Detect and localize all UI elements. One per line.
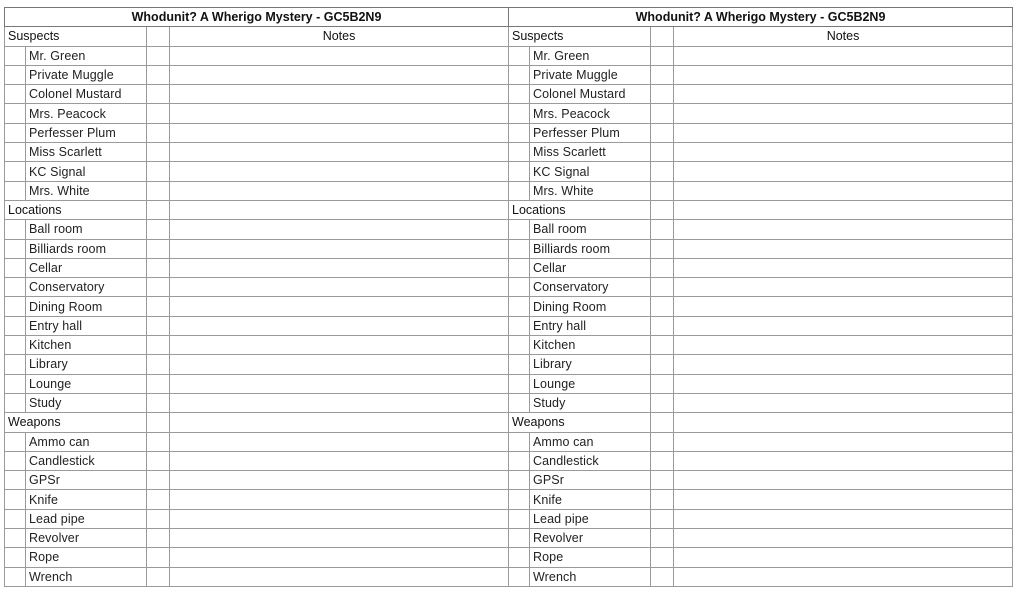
- indent-cell: [509, 46, 530, 65]
- list-item: [5, 355, 509, 374]
- indent-cell: [5, 278, 26, 297]
- check-cell: [147, 393, 170, 412]
- notes-cell: [674, 432, 1013, 451]
- section-heading: Locations: [5, 200, 147, 219]
- check-cell: [147, 143, 170, 162]
- indent-cell: [5, 316, 26, 335]
- list-item: [509, 432, 1013, 451]
- item-label: Cellar: [26, 258, 147, 277]
- indent-cell: [509, 297, 530, 316]
- notes-cell: [170, 258, 509, 277]
- notes-cell: [674, 200, 1013, 219]
- list-item: [509, 490, 1013, 509]
- notes-cell: [674, 529, 1013, 548]
- list-item: [509, 181, 1013, 200]
- check-cell: [651, 278, 674, 297]
- section-row: [5, 413, 509, 432]
- indent-cell: [5, 355, 26, 374]
- notes-cell: [674, 567, 1013, 586]
- check-cell: [651, 471, 674, 490]
- check-cell: [147, 65, 170, 84]
- indent-cell: [5, 258, 26, 277]
- clue-table: [508, 7, 1013, 587]
- indent-cell: [509, 181, 530, 200]
- list-item: [509, 393, 1013, 412]
- section-row: [509, 27, 1013, 46]
- check-cell: [651, 85, 674, 104]
- indent-cell: [5, 548, 26, 567]
- item-label: Miss Scarlett: [530, 143, 651, 162]
- notes-cell: [170, 355, 509, 374]
- indent-cell: [5, 509, 26, 528]
- indent-cell: [509, 393, 530, 412]
- list-item: [5, 181, 509, 200]
- section-row: [5, 200, 509, 219]
- indent-cell: [5, 471, 26, 490]
- item-label: Rope: [26, 548, 147, 567]
- check-cell: [651, 27, 674, 46]
- notes-cell: [170, 200, 509, 219]
- section-heading: Suspects: [509, 27, 651, 46]
- check-cell: [147, 336, 170, 355]
- item-label: Lead pipe: [530, 509, 651, 528]
- list-item: [509, 85, 1013, 104]
- indent-cell: [509, 432, 530, 451]
- list-item: [509, 220, 1013, 239]
- check-cell: [147, 181, 170, 200]
- check-cell: [651, 123, 674, 142]
- item-label: Mrs. White: [26, 181, 147, 200]
- list-item: [5, 567, 509, 586]
- section-row: [5, 27, 509, 46]
- item-label: Lead pipe: [26, 509, 147, 528]
- item-label: Colonel Mustard: [26, 85, 147, 104]
- list-item: [509, 162, 1013, 181]
- list-item: [5, 123, 509, 142]
- check-cell: [147, 46, 170, 65]
- item-label: Billiards room: [530, 239, 651, 258]
- item-label: Revolver: [26, 529, 147, 548]
- check-cell: [651, 336, 674, 355]
- notes-cell: [170, 471, 509, 490]
- list-item: [509, 258, 1013, 277]
- check-cell: [147, 220, 170, 239]
- check-cell: [651, 316, 674, 335]
- notes-cell: [170, 123, 509, 142]
- check-cell: [651, 432, 674, 451]
- list-item: [5, 85, 509, 104]
- list-item: [509, 65, 1013, 84]
- item-label: Mr. Green: [530, 46, 651, 65]
- indent-cell: [509, 451, 530, 470]
- item-label: Knife: [530, 490, 651, 509]
- list-item: [5, 162, 509, 181]
- indent-cell: [509, 548, 530, 567]
- item-label: GPSr: [26, 471, 147, 490]
- indent-cell: [509, 220, 530, 239]
- notes-cell: [170, 104, 509, 123]
- item-label: Ammo can: [530, 432, 651, 451]
- check-cell: [147, 451, 170, 470]
- item-label: Conservatory: [530, 278, 651, 297]
- check-cell: [147, 297, 170, 316]
- item-label: Private Muggle: [26, 65, 147, 84]
- item-label: Wrench: [530, 567, 651, 586]
- indent-cell: [5, 123, 26, 142]
- notes-cell: [674, 471, 1013, 490]
- item-label: Perfesser Plum: [530, 123, 651, 142]
- list-item: [509, 451, 1013, 470]
- notes-cell: [170, 451, 509, 470]
- notes-cell: [170, 46, 509, 65]
- sheet-title: Whodunit? A Wherigo Mystery - GC5B2N9: [509, 8, 1013, 27]
- indent-cell: [509, 239, 530, 258]
- indent-cell: [5, 490, 26, 509]
- indent-cell: [509, 490, 530, 509]
- indent-cell: [5, 85, 26, 104]
- notes-cell: [170, 490, 509, 509]
- indent-cell: [5, 65, 26, 84]
- notes-cell: [674, 393, 1013, 412]
- list-item: [509, 46, 1013, 65]
- item-label: Private Muggle: [530, 65, 651, 84]
- list-item: [5, 143, 509, 162]
- list-item: [509, 567, 1013, 586]
- indent-cell: [5, 220, 26, 239]
- list-item: [5, 336, 509, 355]
- notes-cell: [170, 162, 509, 181]
- check-cell: [147, 529, 170, 548]
- notes-cell: [170, 143, 509, 162]
- item-label: Mrs. Peacock: [26, 104, 147, 123]
- item-label: Rope: [530, 548, 651, 567]
- notes-cell: [674, 509, 1013, 528]
- list-item: [5, 104, 509, 123]
- list-item: [5, 239, 509, 258]
- notes-cell: [674, 278, 1013, 297]
- sheet-title: Whodunit? A Wherigo Mystery - GC5B2N9: [5, 8, 509, 27]
- check-cell: [147, 374, 170, 393]
- indent-cell: [509, 278, 530, 297]
- item-label: KC Signal: [530, 162, 651, 181]
- check-cell: [651, 509, 674, 528]
- check-cell: [651, 297, 674, 316]
- item-label: Kitchen: [26, 336, 147, 355]
- item-label: Lounge: [530, 374, 651, 393]
- indent-cell: [509, 529, 530, 548]
- list-item: [509, 104, 1013, 123]
- check-cell: [651, 413, 674, 432]
- section-heading: Weapons: [5, 413, 147, 432]
- item-label: Ammo can: [26, 432, 147, 451]
- item-label: Mr. Green: [26, 46, 147, 65]
- indent-cell: [5, 432, 26, 451]
- item-label: Library: [26, 355, 147, 374]
- list-item: [509, 509, 1013, 528]
- notes-cell: [170, 85, 509, 104]
- indent-cell: [5, 374, 26, 393]
- item-label: Dining Room: [530, 297, 651, 316]
- notes-cell: [674, 123, 1013, 142]
- notes-cell: [170, 413, 509, 432]
- check-cell: [147, 27, 170, 46]
- indent-cell: [509, 162, 530, 181]
- notes-cell: [674, 355, 1013, 374]
- notes-cell: [170, 393, 509, 412]
- clue-sheet-right: [508, 7, 1012, 587]
- check-cell: [651, 162, 674, 181]
- indent-cell: [5, 297, 26, 316]
- list-item: [5, 471, 509, 490]
- notes-cell: [674, 316, 1013, 335]
- item-label: Perfesser Plum: [26, 123, 147, 142]
- check-cell: [147, 200, 170, 219]
- list-item: [5, 220, 509, 239]
- indent-cell: [509, 567, 530, 586]
- list-item: [509, 548, 1013, 567]
- item-label: Miss Scarlett: [26, 143, 147, 162]
- check-cell: [651, 451, 674, 470]
- item-label: Cellar: [530, 258, 651, 277]
- check-cell: [147, 239, 170, 258]
- section-row: [509, 200, 1013, 219]
- check-cell: [651, 374, 674, 393]
- notes-cell: [170, 432, 509, 451]
- check-cell: [651, 220, 674, 239]
- check-cell: [651, 567, 674, 586]
- indent-cell: [5, 181, 26, 200]
- check-cell: [147, 162, 170, 181]
- check-cell: [651, 529, 674, 548]
- notes-cell: [674, 548, 1013, 567]
- indent-cell: [509, 143, 530, 162]
- check-cell: [651, 181, 674, 200]
- list-item: [5, 432, 509, 451]
- list-item: [509, 297, 1013, 316]
- check-cell: [651, 239, 674, 258]
- notes-cell: [674, 490, 1013, 509]
- notes-cell: [674, 220, 1013, 239]
- check-cell: [147, 567, 170, 586]
- list-item: [509, 529, 1013, 548]
- indent-cell: [5, 143, 26, 162]
- check-cell: [147, 104, 170, 123]
- list-item: [5, 451, 509, 470]
- indent-cell: [509, 471, 530, 490]
- indent-cell: [509, 123, 530, 142]
- list-item: [509, 239, 1013, 258]
- list-item: [509, 278, 1013, 297]
- list-item: [509, 143, 1013, 162]
- item-label: Entry hall: [530, 316, 651, 335]
- item-label: Candlestick: [530, 451, 651, 470]
- indent-cell: [509, 336, 530, 355]
- item-label: KC Signal: [26, 162, 147, 181]
- item-label: Kitchen: [530, 336, 651, 355]
- list-item: [509, 123, 1013, 142]
- notes-cell: [674, 65, 1013, 84]
- item-label: Library: [530, 355, 651, 374]
- item-label: Entry hall: [26, 316, 147, 335]
- list-item: [509, 316, 1013, 335]
- indent-cell: [5, 239, 26, 258]
- notes-cell: [674, 451, 1013, 470]
- notes-cell: [170, 509, 509, 528]
- notes-cell: [170, 374, 509, 393]
- list-item: [5, 490, 509, 509]
- item-label: Dining Room: [26, 297, 147, 316]
- check-cell: [147, 490, 170, 509]
- check-cell: [651, 490, 674, 509]
- item-label: Knife: [26, 490, 147, 509]
- list-item: [5, 278, 509, 297]
- title-row: [5, 8, 509, 27]
- check-cell: [651, 65, 674, 84]
- list-item: [509, 336, 1013, 355]
- check-cell: [147, 471, 170, 490]
- list-item: [5, 393, 509, 412]
- indent-cell: [5, 104, 26, 123]
- item-label: Mrs. White: [530, 181, 651, 200]
- list-item: [5, 509, 509, 528]
- item-label: Wrench: [26, 567, 147, 586]
- item-label: Colonel Mustard: [530, 85, 651, 104]
- notes-cell: [674, 162, 1013, 181]
- notes-cell: [170, 278, 509, 297]
- check-cell: [651, 104, 674, 123]
- list-item: [5, 258, 509, 277]
- item-label: Candlestick: [26, 451, 147, 470]
- check-cell: [147, 258, 170, 277]
- indent-cell: [5, 46, 26, 65]
- item-label: Lounge: [26, 374, 147, 393]
- section-heading: Suspects: [5, 27, 147, 46]
- indent-cell: [5, 393, 26, 412]
- notes-cell: [674, 258, 1013, 277]
- list-item: [509, 374, 1013, 393]
- notes-cell: [674, 336, 1013, 355]
- notes-cell: [170, 336, 509, 355]
- notes-cell: [674, 374, 1013, 393]
- check-cell: [651, 393, 674, 412]
- indent-cell: [509, 316, 530, 335]
- check-cell: [651, 258, 674, 277]
- notes-header: Notes: [170, 27, 509, 46]
- section-heading: Locations: [509, 200, 651, 219]
- list-item: [5, 65, 509, 84]
- item-label: Study: [530, 393, 651, 412]
- notes-cell: [170, 297, 509, 316]
- notes-header: Notes: [674, 27, 1013, 46]
- notes-cell: [170, 181, 509, 200]
- check-cell: [147, 432, 170, 451]
- item-label: GPSr: [530, 471, 651, 490]
- indent-cell: [5, 529, 26, 548]
- notes-cell: [674, 297, 1013, 316]
- notes-cell: [674, 181, 1013, 200]
- item-label: Study: [26, 393, 147, 412]
- list-item: [5, 297, 509, 316]
- indent-cell: [509, 104, 530, 123]
- clue-sheet-left: [4, 7, 508, 587]
- check-cell: [147, 413, 170, 432]
- check-cell: [147, 278, 170, 297]
- item-label: Conservatory: [26, 278, 147, 297]
- notes-cell: [170, 220, 509, 239]
- indent-cell: [5, 162, 26, 181]
- indent-cell: [509, 258, 530, 277]
- clue-table: [4, 7, 509, 587]
- item-label: Ball room: [530, 220, 651, 239]
- check-cell: [147, 85, 170, 104]
- notes-cell: [674, 239, 1013, 258]
- notes-cell: [170, 65, 509, 84]
- item-label: Billiards room: [26, 239, 147, 258]
- notes-cell: [170, 548, 509, 567]
- check-cell: [651, 200, 674, 219]
- notes-cell: [674, 143, 1013, 162]
- notes-cell: [170, 239, 509, 258]
- list-item: [5, 548, 509, 567]
- check-cell: [651, 355, 674, 374]
- check-cell: [651, 548, 674, 567]
- check-cell: [147, 316, 170, 335]
- indent-cell: [509, 65, 530, 84]
- check-cell: [147, 548, 170, 567]
- list-item: [5, 529, 509, 548]
- item-label: Ball room: [26, 220, 147, 239]
- indent-cell: [509, 509, 530, 528]
- list-item: [509, 471, 1013, 490]
- list-item: [5, 374, 509, 393]
- indent-cell: [509, 374, 530, 393]
- notes-cell: [170, 316, 509, 335]
- item-label: Mrs. Peacock: [530, 104, 651, 123]
- list-item: [5, 46, 509, 65]
- title-row: [509, 8, 1013, 27]
- check-cell: [651, 143, 674, 162]
- item-label: Revolver: [530, 529, 651, 548]
- notes-cell: [170, 529, 509, 548]
- check-cell: [147, 509, 170, 528]
- check-cell: [147, 355, 170, 374]
- list-item: [5, 316, 509, 335]
- notes-cell: [674, 104, 1013, 123]
- indent-cell: [509, 355, 530, 374]
- section-row: [509, 413, 1013, 432]
- check-cell: [147, 123, 170, 142]
- indent-cell: [5, 567, 26, 586]
- notes-cell: [674, 46, 1013, 65]
- check-cell: [651, 46, 674, 65]
- indent-cell: [5, 451, 26, 470]
- section-heading: Weapons: [509, 413, 651, 432]
- indent-cell: [509, 85, 530, 104]
- notes-cell: [170, 567, 509, 586]
- notes-cell: [674, 413, 1013, 432]
- notes-cell: [674, 85, 1013, 104]
- list-item: [509, 355, 1013, 374]
- indent-cell: [5, 336, 26, 355]
